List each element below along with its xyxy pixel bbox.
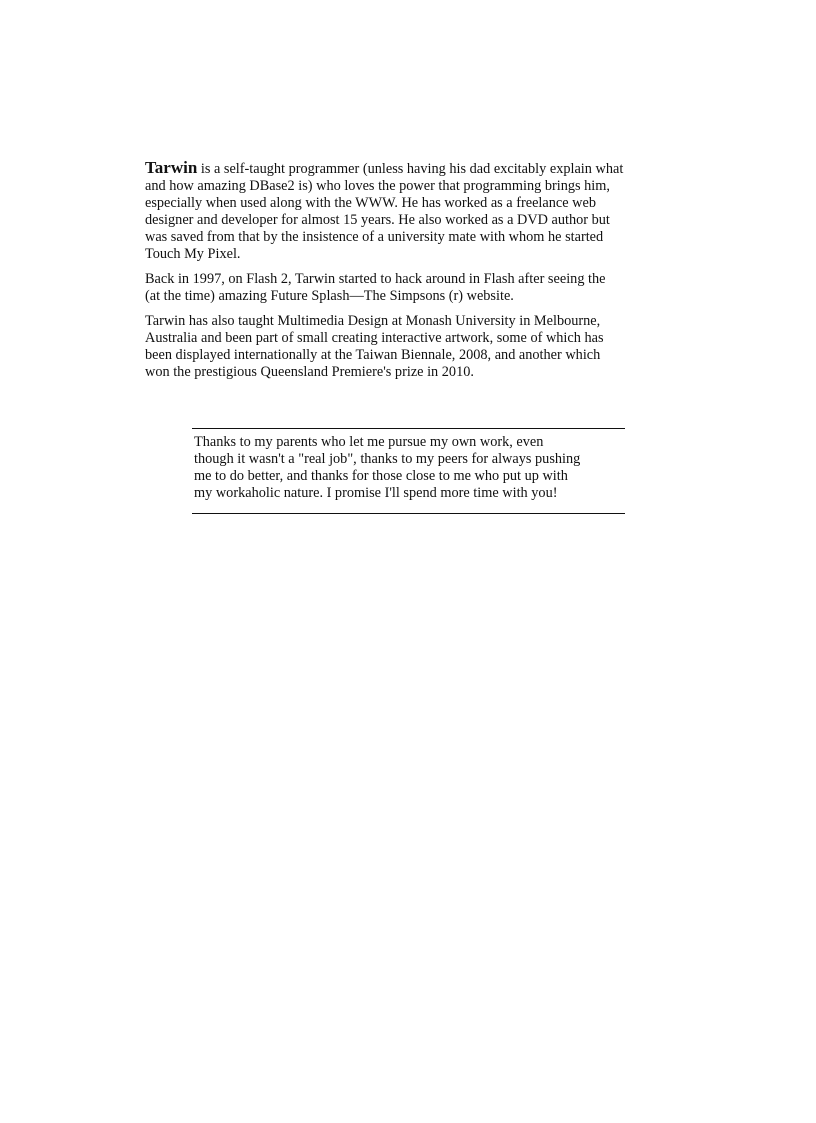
author-name: Tarwin xyxy=(145,158,198,177)
bio-line: won the prestigious Queensland Premiere's prize in 2010. xyxy=(145,363,474,380)
bio-line: especially when used along with the WWW. He has worked as a freelance web xyxy=(145,194,596,211)
bio-line: and how amazing DBase2 is) who loves the power that programming brings him, xyxy=(145,177,610,194)
bio-line: been displayed internationally at the Taiwan Biennale, 2008, and another which xyxy=(145,347,601,364)
bio-line: designer and developer for almost 15 years. He also worked as a DVD author but xyxy=(145,211,610,228)
acknowledgement-line: though it wasn't a "real job", thanks to my peers for always pushing xyxy=(194,450,581,467)
bio-paragraph-2 xyxy=(145,271,667,305)
bio-line: (at the time) amazing Future Splash—The Simpsons (r) website. xyxy=(145,287,514,304)
bio-line: Touch My Pixel. xyxy=(145,245,241,262)
bio-line: was saved from that by the insistence of a university mate with whom he started xyxy=(145,228,604,245)
acknowledgement-line: my workaholic nature. I promise I'll spend more time with you! xyxy=(194,484,558,501)
bio-paragraph-1 xyxy=(145,160,667,262)
bio-line: Tarwin has also taught Multimedia Design at Monash University in Melbourne, xyxy=(145,313,601,330)
acknowledgement-line: me to do better, and thanks for those close to me who put up with xyxy=(194,467,568,484)
bio-line: is a self-taught programmer (unless having his dad excitably explain what xyxy=(197,161,624,177)
acknowledgement-text xyxy=(194,434,625,502)
bio-line: Back in 1997, on Flash 2, Tarwin started to hack around in Flash after seeing the xyxy=(145,270,606,287)
author-bio xyxy=(145,160,667,389)
bio-line: Australia and been part of small creating interactive artwork, some of which has xyxy=(145,330,604,347)
bio-paragraph-3 xyxy=(145,313,667,381)
acknowledgement-line: Thanks to my parents who let me pursue my own work, even xyxy=(194,434,544,450)
acknowledgement-box xyxy=(192,428,625,514)
